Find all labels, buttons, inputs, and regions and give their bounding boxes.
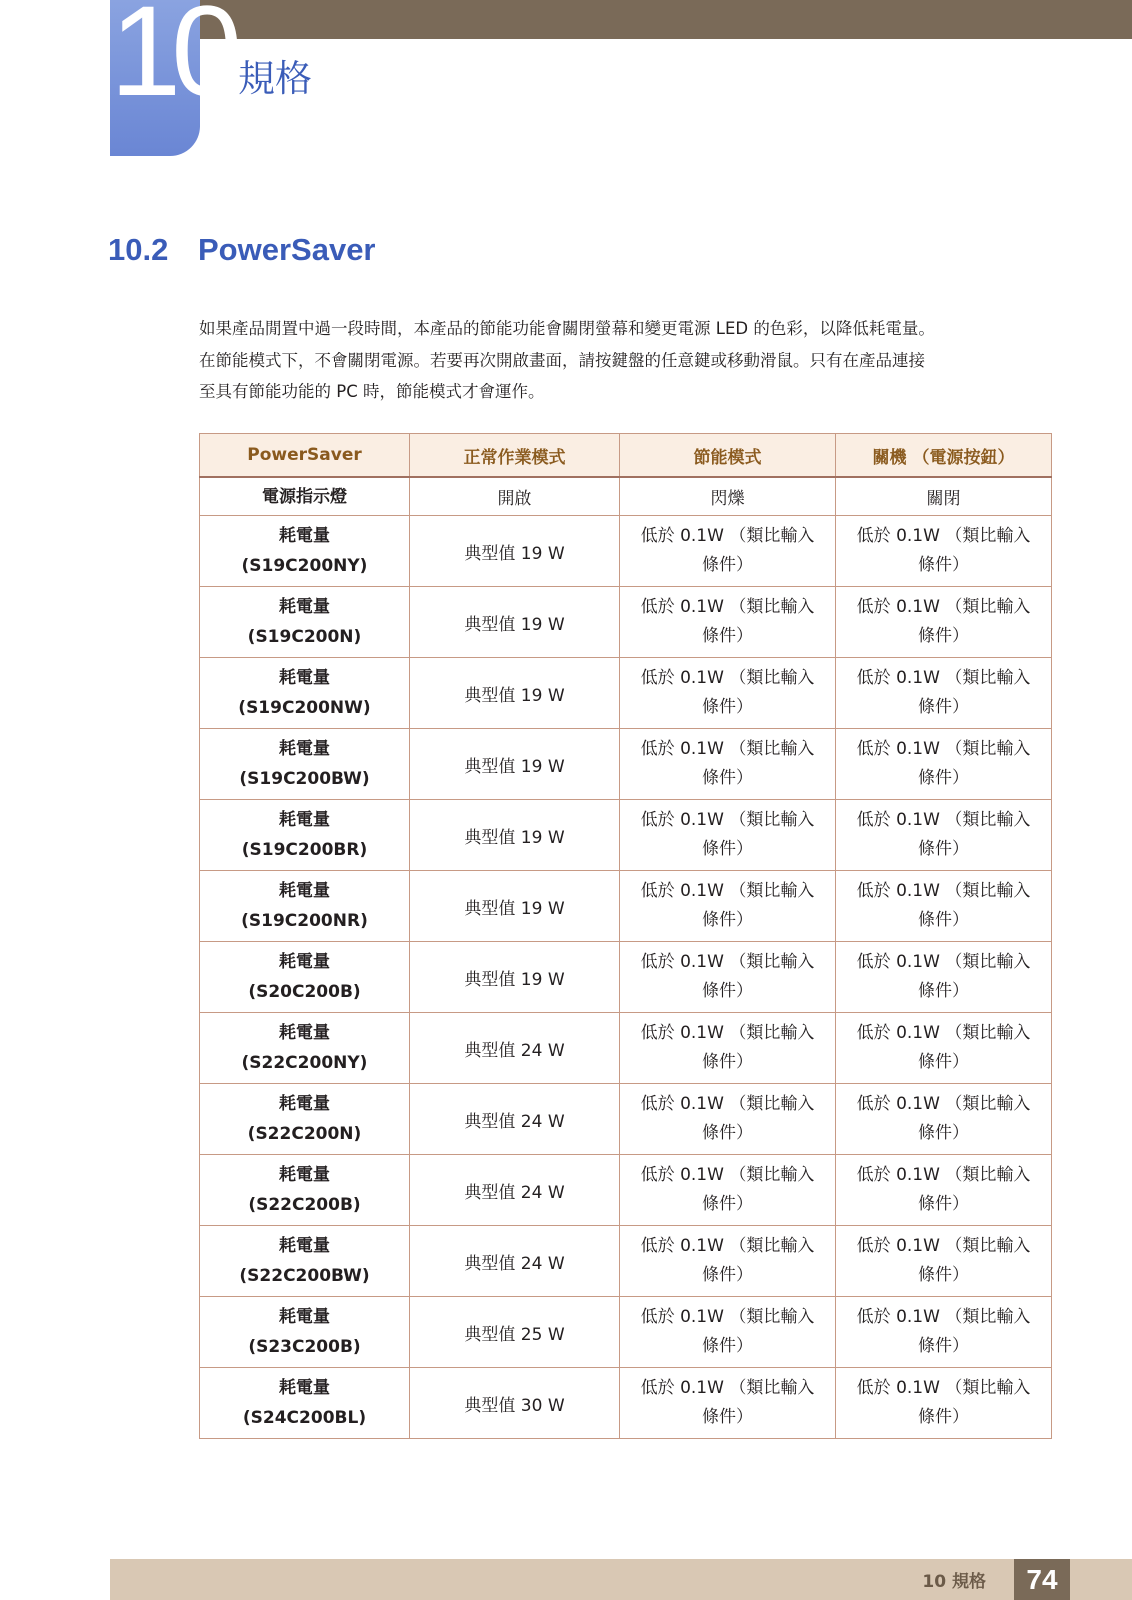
row-label-title: 耗電量 [279, 526, 330, 546]
table-cell [836, 1368, 1052, 1439]
table-cell: 典型值 24 W [410, 1084, 620, 1155]
table-cell [836, 1155, 1052, 1226]
table-cell [836, 1226, 1052, 1297]
cell-line: 條件） [702, 555, 753, 575]
row-label-model: (S22C200BW) [239, 1266, 370, 1286]
page-number: 74 [1014, 1559, 1070, 1600]
row-label-title: 耗電量 [279, 739, 330, 759]
cell-line: 條件） [702, 839, 753, 859]
row-label [200, 1013, 410, 1084]
row-label-title: 耗電量 [279, 1378, 330, 1398]
header-bar [110, 0, 1132, 39]
row-label [200, 800, 410, 871]
cell-line: 條件） [918, 981, 969, 1001]
table-cell: 典型值 19 W [410, 516, 620, 587]
row-label-model: (S22C200NY) [241, 1053, 368, 1073]
row-label [200, 1155, 410, 1226]
chapter-title: 規格 [238, 57, 312, 100]
table-row [200, 1084, 1052, 1155]
cell-line: 條件） [918, 1265, 969, 1285]
cell-line: 條件） [918, 1407, 969, 1427]
row-label-model: (S19C200NY) [241, 556, 368, 576]
cell-line: 低於 0.1W （類比輸入 [856, 1023, 1031, 1043]
cell-line: 條件） [702, 1336, 753, 1356]
table-cell: 典型值 19 W [410, 729, 620, 800]
table-cell [620, 1084, 836, 1155]
table-row [200, 942, 1052, 1013]
cell-line: 低於 0.1W （類比輸入 [640, 668, 815, 688]
intro-line: 在節能模式下，不會關閉電源。若要再次開啟畫面，請按鍵盤的任意鍵或移動滑鼠。只有在產品連接 [199, 350, 925, 370]
cell-line: 條件） [702, 697, 753, 717]
table-row [200, 871, 1052, 942]
table-cell: 典型值 25 W [410, 1297, 620, 1368]
section-number: 10.2 [108, 232, 169, 267]
cell-line: 低於 0.1W （類比輸入 [856, 526, 1031, 546]
row-label-title: 耗電量 [279, 1094, 330, 1114]
intro-line: 至具有節能功能的 PC 時，節能模式才會運作。 [199, 382, 545, 401]
row-label-title: 耗電量 [279, 810, 330, 830]
table-row [200, 587, 1052, 658]
cell-line: 低於 0.1W （類比輸入 [640, 1094, 815, 1114]
cell-line: 條件） [702, 1265, 753, 1285]
row-label [200, 587, 410, 658]
cell-line: 條件） [702, 1052, 753, 1072]
cell-line: 低於 0.1W （類比輸入 [640, 881, 815, 901]
cell-line: 條件） [702, 626, 753, 646]
table-cell [836, 658, 1052, 729]
table-cell: 開啟 [410, 477, 620, 516]
table-row [200, 1013, 1052, 1084]
row-label-title: 耗電量 [279, 668, 330, 688]
cell-line: 低於 0.1W （類比輸入 [640, 810, 815, 830]
cell-line: 條件） [918, 1336, 969, 1356]
cell-line: 條件） [918, 910, 969, 930]
row-label-title: 耗電量 [279, 1165, 330, 1185]
cell-line: 條件） [702, 1123, 753, 1143]
cell-line: 低於 0.1W （類比輸入 [856, 1378, 1031, 1398]
table-cell [836, 587, 1052, 658]
cell-line: 條件） [702, 910, 753, 930]
table-row [200, 1226, 1052, 1297]
cell-line: 條件） [702, 768, 753, 788]
table-cell [620, 1155, 836, 1226]
row-label [200, 1084, 410, 1155]
cell-line: 低於 0.1W （類比輸入 [640, 1023, 815, 1043]
cell-line: 條件） [918, 555, 969, 575]
row-label-model: (S22C200N) [247, 1124, 362, 1144]
cell-line: 條件） [918, 839, 969, 859]
cell-line: 低於 0.1W （類比輸入 [640, 952, 815, 972]
table-cell: 典型值 24 W [410, 1155, 620, 1226]
table-cell [836, 1013, 1052, 1084]
cell-line: 低於 0.1W （類比輸入 [856, 1236, 1031, 1256]
row-label [200, 658, 410, 729]
table-row [200, 1368, 1052, 1439]
row-label [200, 871, 410, 942]
row-label [200, 942, 410, 1013]
table-cell [836, 871, 1052, 942]
table-cell [620, 729, 836, 800]
table-cell: 典型值 24 W [410, 1013, 620, 1084]
cell-line: 條件） [702, 1407, 753, 1427]
row-label [200, 1297, 410, 1368]
table-cell [620, 587, 836, 658]
cell-line: 低於 0.1W （類比輸入 [856, 668, 1031, 688]
table-cell: 典型值 19 W [410, 658, 620, 729]
table-cell [836, 1084, 1052, 1155]
row-label-model: (S19C200BW) [239, 769, 370, 789]
table-row [200, 1297, 1052, 1368]
row-label [200, 1368, 410, 1439]
cell-line: 低於 0.1W （類比輸入 [640, 1307, 815, 1327]
table-row [200, 658, 1052, 729]
row-label-model: (S19C200NW) [238, 698, 371, 718]
cell-line: 條件） [918, 1194, 969, 1214]
row-label-title: 耗電量 [279, 881, 330, 901]
footer-chapter-label: 10 規格 [922, 1572, 986, 1592]
table-cell: 典型值 19 W [410, 871, 620, 942]
table-row [200, 516, 1052, 587]
cell-line: 條件） [702, 981, 753, 1001]
row-label-title: 耗電量 [279, 1236, 330, 1256]
row-label-model: (S20C200B) [248, 982, 361, 1002]
section-heading [108, 232, 376, 268]
table-row [200, 800, 1052, 871]
table-cell [620, 1226, 836, 1297]
table-cell [836, 1297, 1052, 1368]
cell-line: 低於 0.1W （類比輸入 [640, 597, 815, 617]
intro-paragraph [199, 313, 1059, 408]
cell-line: 低於 0.1W （類比輸入 [856, 739, 1031, 759]
cell-line: 低於 0.1W （類比輸入 [856, 881, 1031, 901]
cell-line: 條件） [918, 1123, 969, 1143]
table-cell [836, 516, 1052, 587]
cell-line: 低於 0.1W （類比輸入 [640, 1165, 815, 1185]
row-label-title: 耗電量 [279, 597, 330, 617]
row-label [200, 729, 410, 800]
table-cell [836, 800, 1052, 871]
intro-line: 如果產品閒置中過一段時間，本產品的節能功能會關閉螢幕和變更電源 LED 的色彩，以降低耗電量。 [199, 319, 935, 338]
cell-line: 低於 0.1W （類比輸入 [856, 1165, 1031, 1185]
table-cell: 典型值 19 W [410, 587, 620, 658]
table-cell: 典型值 19 W [410, 942, 620, 1013]
table-cell [620, 871, 836, 942]
table-cell [620, 1297, 836, 1368]
cell-line: 低於 0.1W （類比輸入 [640, 1378, 815, 1398]
row-label [200, 516, 410, 587]
row-label-model: (S19C200BR) [241, 840, 368, 860]
table-cell: 典型值 30 W [410, 1368, 620, 1439]
powersaver-table [199, 433, 1052, 1439]
chapter-number: 10 [110, 0, 233, 123]
cell-line: 低於 0.1W （類比輸入 [856, 952, 1031, 972]
cell-line: 低於 0.1W （類比輸入 [640, 1236, 815, 1256]
header-cell: 關機 （電源按鈕） [836, 434, 1052, 478]
table-row [200, 477, 1052, 516]
row-label-model: (S19C200NR) [241, 911, 368, 931]
section-title: PowerSaver [198, 232, 376, 267]
cell-line: 條件） [918, 1052, 969, 1072]
table-cell [836, 942, 1052, 1013]
table-header-row [200, 434, 1052, 478]
table-row [200, 1155, 1052, 1226]
row-label-model: (S19C200N) [247, 627, 362, 647]
cell-line: 低於 0.1W （類比輸入 [856, 597, 1031, 617]
row-label-title: 耗電量 [279, 1307, 330, 1327]
cell-line: 條件） [918, 768, 969, 788]
table-cell [620, 516, 836, 587]
header-cell: PowerSaver [200, 434, 410, 478]
cell-line: 條件） [918, 697, 969, 717]
table-cell [620, 800, 836, 871]
cell-line: 條件） [702, 1194, 753, 1214]
row-label-model: (S23C200B) [248, 1337, 361, 1357]
row-label-title: 耗電量 [279, 1023, 330, 1043]
table-cell [620, 1368, 836, 1439]
table-cell: 典型值 24 W [410, 1226, 620, 1297]
table-cell: 關閉 [836, 477, 1052, 516]
header-cell: 正常作業模式 [410, 434, 620, 478]
table-row [200, 729, 1052, 800]
cell-line: 低於 0.1W （類比輸入 [856, 810, 1031, 830]
cell-line: 低於 0.1W （類比輸入 [640, 526, 815, 546]
cell-line: 低於 0.1W （類比輸入 [856, 1307, 1031, 1327]
cell-line: 低於 0.1W （類比輸入 [856, 1094, 1031, 1114]
row-label-title: 耗電量 [279, 952, 330, 972]
table-cell [836, 729, 1052, 800]
table-cell [620, 1013, 836, 1084]
row-label: 電源指示燈 [200, 477, 410, 516]
table-cell [620, 942, 836, 1013]
table-cell: 典型值 19 W [410, 800, 620, 871]
row-label-model: (S24C200BL) [242, 1408, 367, 1428]
table-cell: 閃爍 [620, 477, 836, 516]
cell-line: 低於 0.1W （類比輸入 [640, 739, 815, 759]
header-cell: 節能模式 [620, 434, 836, 478]
row-label [200, 1226, 410, 1297]
row-label-model: (S22C200B) [248, 1195, 361, 1215]
cell-line: 條件） [918, 626, 969, 646]
table-cell [620, 658, 836, 729]
